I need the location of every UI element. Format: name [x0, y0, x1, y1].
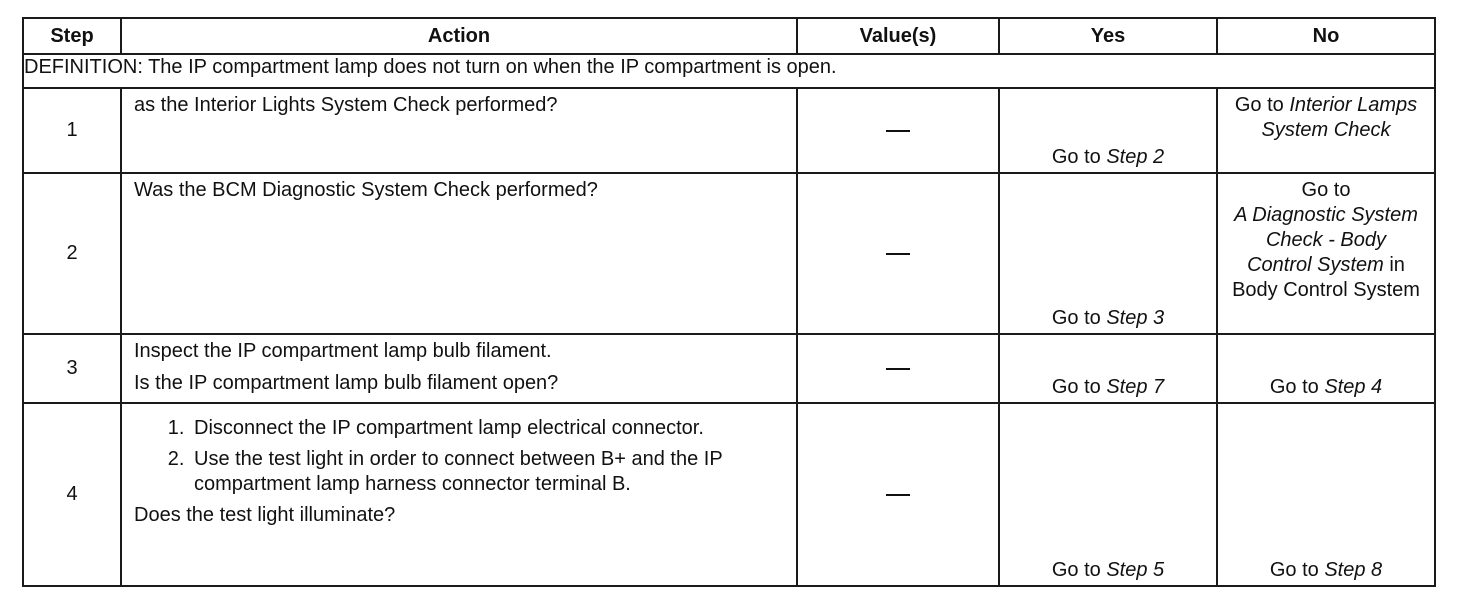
yes-step-link[interactable]: Step 2 — [1106, 146, 1165, 168]
substep-item: 1. Disconnect the IP compartment lamp electrical connector. — [190, 416, 788, 441]
substep-list — [134, 416, 788, 497]
definition-text: DEFINITION: The IP compartment lamp does not turn on when the IP compartment is open. — [23, 54, 1435, 88]
action-question: Is the IP compartment lamp bulb filament open? — [134, 372, 559, 394]
no-step-link[interactable]: Step 4 — [1324, 376, 1383, 398]
action-text: as the Interior Lights System Check performed? — [121, 88, 797, 173]
no-cell — [1217, 334, 1435, 403]
no-prefix: Go to — [1301, 179, 1351, 201]
table-row — [23, 334, 1435, 403]
step-number: 3 — [23, 334, 121, 403]
no-cell — [1217, 403, 1435, 586]
yes-prefix: Go to — [1051, 146, 1107, 168]
no-reference-link[interactable]: A Diagnostic System Check - Body Control System — [1234, 204, 1418, 276]
value-cell — [797, 173, 999, 334]
no-prefix: Go to — [1234, 94, 1290, 116]
no-step-link[interactable]: Step 8 — [1324, 559, 1383, 581]
action-question: Does the test light illuminate? — [134, 504, 396, 526]
step-number: 2 — [23, 173, 121, 334]
header-no: No — [1217, 18, 1435, 54]
action-line: Inspect the IP compartment lamp bulb filament. — [134, 340, 552, 362]
yes-prefix: Go to — [1051, 559, 1107, 581]
no-prefix: Go to — [1269, 376, 1325, 398]
yes-prefix: Go to — [1051, 376, 1107, 398]
header-step: Step — [23, 18, 121, 54]
header-values: Value(s) — [797, 18, 999, 54]
no-suffix: in Body Control System — [1232, 254, 1420, 301]
yes-cell — [999, 403, 1217, 586]
table-row — [23, 88, 1435, 173]
yes-cell — [999, 334, 1217, 403]
value-dash — [886, 368, 910, 370]
no-cell — [1217, 88, 1435, 173]
yes-step-link[interactable]: Step 7 — [1106, 376, 1165, 398]
substep-item: 2. Use the test light in order to connect between B+ and the IP compartment lamp harness connector terminal B. — [190, 447, 788, 497]
yes-cell — [999, 173, 1217, 334]
table-row — [23, 173, 1435, 334]
action-cell — [121, 403, 797, 586]
header-yes: Yes — [999, 18, 1217, 54]
step-number: 1 — [23, 88, 121, 173]
no-prefix: Go to — [1269, 559, 1325, 581]
value-cell — [797, 403, 999, 586]
yes-prefix: Go to — [1051, 307, 1107, 329]
diagnostic-table — [22, 17, 1436, 587]
table-row — [23, 403, 1435, 586]
no-cell — [1217, 173, 1435, 334]
value-dash — [886, 494, 910, 496]
action-text: Was the BCM Diagnostic System Check performed? — [121, 173, 797, 334]
value-dash — [886, 253, 910, 255]
yes-cell — [999, 88, 1217, 173]
header-row — [23, 18, 1435, 54]
value-cell — [797, 334, 999, 403]
definition-row — [23, 54, 1435, 88]
action-cell — [121, 334, 797, 403]
no-reference-link[interactable]: Interior Lamps System Check — [1261, 94, 1418, 141]
yes-step-link[interactable]: Step 3 — [1106, 307, 1165, 329]
value-cell — [797, 88, 999, 173]
header-action: Action — [121, 18, 797, 54]
yes-step-link[interactable]: Step 5 — [1106, 559, 1165, 581]
step-number: 4 — [23, 403, 121, 586]
value-dash — [886, 130, 910, 132]
